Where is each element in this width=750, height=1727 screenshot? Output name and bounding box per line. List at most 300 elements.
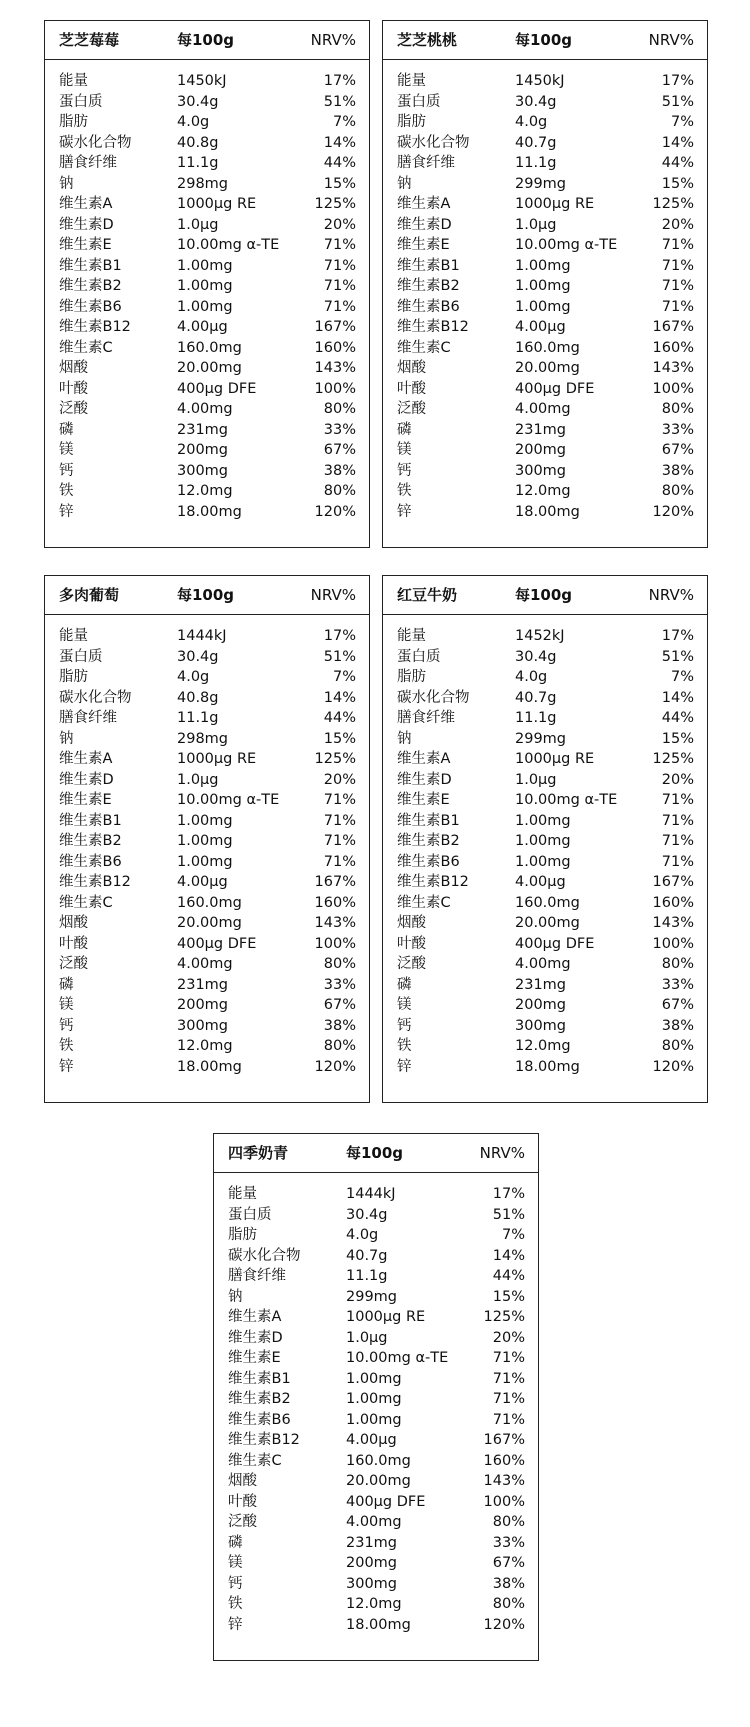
table-row [214, 1266, 538, 1287]
nutrient-nrv: 51% [661, 648, 694, 665]
nrv-label: NRV% [310, 586, 356, 604]
nutrient-nrv: 80% [661, 956, 694, 972]
nutrient-nrv: 167% [652, 874, 694, 890]
nutrient-name: 蛋白质 [397, 93, 441, 110]
nutrient-name: 磷 [228, 1534, 243, 1551]
product-name: 芝芝莓莓 [59, 31, 120, 49]
nutrient-name: 锌 [397, 503, 412, 520]
nutrient-list [45, 626, 369, 1077]
table-row [383, 297, 707, 318]
nutrient-amount: 1.00mg [515, 812, 571, 829]
nutrient-nrv: 33% [323, 421, 356, 438]
nutrient-amount: 200mg [177, 997, 229, 1013]
table-row [383, 954, 707, 975]
nutrient-list [214, 1184, 538, 1635]
nutrient-nrv: 14% [323, 134, 356, 151]
per-100g-label: 每100g [515, 31, 573, 49]
table-header [383, 576, 707, 615]
table-row [214, 1328, 538, 1349]
nutrient-name: 蛋白质 [59, 648, 103, 665]
nutrient-amount: 1.00mg [177, 833, 233, 849]
nutrient-nrv: 71% [323, 278, 356, 294]
nutrient-nrv: 7% [332, 114, 356, 130]
nutrient-nrv: 67% [661, 442, 694, 458]
table-row [214, 1225, 538, 1246]
table-row [45, 626, 369, 647]
table-row [383, 749, 707, 770]
nutrient-amount: 160.0mg [346, 1452, 411, 1469]
nutrient-amount: 1.00mg [177, 257, 233, 274]
nutrient-name: 蛋白质 [228, 1206, 272, 1223]
nutrient-name: 泛酸 [59, 956, 88, 972]
nutrient-amount: 1000μg RE [177, 751, 257, 767]
nutrient-amount: 20.00mg [515, 915, 580, 931]
table-row [45, 92, 369, 113]
table-row [45, 667, 369, 688]
nutrient-amount: 1.00mg [346, 1370, 402, 1387]
nutrient-name: 脂肪 [59, 114, 88, 130]
nutrient-nrv: 71% [661, 257, 694, 274]
nutrient-amount: 1.00mg [177, 278, 233, 294]
nutrient-amount: 1444kJ [177, 628, 227, 644]
nrv-label: NRV% [310, 31, 356, 49]
nutrient-name: 烟酸 [397, 915, 426, 931]
nutrient-nrv: 38% [323, 462, 356, 479]
nutrient-name: 锌 [59, 503, 74, 520]
nutrient-amount: 400μg DFE [515, 380, 595, 397]
nutrient-name: 钙 [228, 1575, 243, 1592]
nutrient-name: 镁 [59, 997, 74, 1013]
nutrient-nrv: 20% [492, 1329, 525, 1346]
nutrient-amount: 20.00mg [177, 915, 242, 931]
nutrient-amount: 4.0g [346, 1227, 379, 1243]
nutrient-name: 泛酸 [397, 956, 426, 972]
nutrient-amount: 4.00mg [177, 956, 233, 972]
table-row [45, 688, 369, 709]
nutrient-nrv: 100% [652, 935, 694, 952]
nutrient-name: 维生素B1 [228, 1370, 291, 1387]
nutrient-name: 磷 [397, 976, 412, 993]
nutrient-nrv: 15% [323, 730, 356, 747]
nutrient-amount: 1.00mg [515, 257, 571, 274]
nutrient-nrv: 14% [661, 134, 694, 151]
nutrient-amount: 40.7g [515, 134, 557, 151]
nutrient-nrv: 80% [323, 401, 356, 417]
nutrient-nrv: 143% [483, 1473, 525, 1489]
nutrient-name: 维生素E [228, 1350, 281, 1366]
nutrient-amount: 231mg [346, 1534, 398, 1551]
table-row [214, 1287, 538, 1308]
nutrient-nrv: 167% [314, 319, 356, 335]
nutrient-name: 维生素B2 [59, 833, 122, 849]
nutrient-amount: 400μg DFE [515, 935, 595, 952]
table-row [214, 1307, 538, 1328]
nutrient-nrv: 20% [323, 216, 356, 233]
nutrient-name: 维生素B1 [59, 257, 122, 274]
nutrient-name: 维生素E [59, 237, 112, 253]
nutrient-amount: 11.1g [177, 710, 219, 726]
table-row [45, 215, 369, 236]
table-row [45, 954, 369, 975]
nutrient-amount: 11.1g [346, 1268, 388, 1284]
table-row [214, 1451, 538, 1472]
nutrient-name: 维生素C [59, 339, 113, 356]
nutrient-name: 锌 [59, 1058, 74, 1075]
nutrient-nrv: 71% [323, 833, 356, 849]
nutrient-amount: 1.00mg [515, 853, 571, 870]
nutrient-amount: 4.00μg [177, 319, 228, 335]
nutrient-name: 碳水化合物 [397, 689, 470, 706]
nutrient-amount: 30.4g [177, 648, 219, 665]
table-row [383, 215, 707, 236]
nutrient-amount: 1.00mg [515, 298, 571, 315]
table-row [45, 811, 369, 832]
nutrient-nrv: 80% [661, 401, 694, 417]
nutrient-nrv: 80% [492, 1596, 525, 1612]
table-row [45, 194, 369, 215]
nutrient-name: 维生素B6 [228, 1411, 291, 1428]
nutrient-amount: 1.00mg [515, 278, 571, 294]
nutrition-table [382, 20, 708, 548]
nutrient-name: 维生素B12 [59, 874, 131, 890]
table-row [383, 481, 707, 502]
nutrient-nrv: 71% [661, 792, 694, 808]
table-row [214, 1553, 538, 1574]
nutrient-amount: 1.0μg [177, 771, 219, 788]
nutrient-nrv: 33% [661, 421, 694, 438]
nutrient-nrv: 120% [652, 1058, 694, 1075]
nutrient-amount: 18.00mg [515, 1058, 580, 1075]
nutrient-name: 维生素A [59, 196, 113, 212]
nutrient-name: 维生素B1 [397, 257, 460, 274]
table-row [45, 133, 369, 154]
nutrition-table [44, 575, 370, 1103]
table-row [383, 256, 707, 277]
nutrient-amount: 1.00mg [515, 833, 571, 849]
nutrient-nrv: 14% [492, 1247, 525, 1264]
nutrient-amount: 30.4g [515, 648, 557, 665]
nutrient-name: 维生素B12 [228, 1432, 300, 1448]
nutrient-amount: 160.0mg [515, 339, 580, 356]
nutrient-name: 泛酸 [397, 401, 426, 417]
nutrient-nrv: 80% [323, 483, 356, 499]
nutrient-amount: 1.0μg [177, 216, 219, 233]
nutrient-amount: 12.0mg [515, 1038, 571, 1054]
nutrient-nrv: 71% [323, 298, 356, 315]
table-row [214, 1389, 538, 1410]
per-100g-label: 每100g [177, 31, 235, 49]
table-row [214, 1615, 538, 1636]
table-row [45, 749, 369, 770]
nutrient-name: 维生素C [59, 894, 113, 911]
table-row [45, 399, 369, 420]
nutrient-name: 能量 [59, 628, 88, 644]
table-row [214, 1512, 538, 1533]
table-row [383, 440, 707, 461]
nutrient-name: 维生素B1 [59, 812, 122, 829]
nutrient-nrv: 71% [492, 1411, 525, 1428]
nutrient-name: 维生素D [59, 771, 114, 788]
nrv-label: NRV% [648, 31, 694, 49]
table-row [383, 502, 707, 523]
nutrient-amount: 30.4g [177, 93, 219, 110]
table-row [45, 995, 369, 1016]
nutrient-amount: 200mg [177, 442, 229, 458]
table-row [214, 1594, 538, 1615]
nutrient-amount: 299mg [515, 175, 567, 192]
table-row [45, 852, 369, 873]
nutrient-nrv: 51% [661, 93, 694, 110]
nutrient-name: 铁 [228, 1596, 243, 1612]
nutrient-amount: 4.00μg [177, 874, 228, 890]
nutrient-name: 维生素B2 [397, 833, 460, 849]
nutrient-nrv: 100% [483, 1493, 525, 1510]
table-row [383, 153, 707, 174]
table-row [45, 153, 369, 174]
nutrient-name: 钠 [397, 730, 412, 747]
table-row [214, 1430, 538, 1451]
nutrient-amount: 1.0μg [346, 1329, 388, 1346]
table-row [45, 461, 369, 482]
nutrient-name: 维生素B2 [397, 278, 460, 294]
table-row [383, 338, 707, 359]
nutrient-nrv: 38% [661, 462, 694, 479]
nutrient-amount: 18.00mg [346, 1616, 411, 1633]
nutrient-name: 钙 [59, 1017, 74, 1034]
table-row [383, 1016, 707, 1037]
nutrient-amount: 298mg [177, 175, 229, 192]
nutrient-nrv: 120% [652, 503, 694, 520]
nutrition-table [213, 1133, 539, 1661]
nutrient-nrv: 15% [492, 1288, 525, 1305]
nutrient-nrv: 17% [492, 1186, 525, 1202]
nutrient-nrv: 17% [661, 628, 694, 644]
table-row [383, 688, 707, 709]
nutrient-nrv: 17% [661, 73, 694, 89]
table-row [383, 995, 707, 1016]
nutrient-amount: 1.00mg [177, 853, 233, 870]
nutrient-name: 能量 [59, 73, 88, 89]
nutrient-name: 磷 [397, 421, 412, 438]
nutrient-amount: 1450kJ [177, 73, 227, 89]
nutrient-nrv: 71% [323, 792, 356, 808]
nutrient-nrv: 125% [314, 196, 356, 212]
table-row [214, 1184, 538, 1205]
table-row [45, 338, 369, 359]
table-row [45, 112, 369, 133]
nutrient-amount: 300mg [177, 1017, 229, 1034]
table-row [45, 1036, 369, 1057]
nutrient-name: 镁 [397, 997, 412, 1013]
nutrient-amount: 4.0g [177, 669, 210, 685]
nutrient-amount: 40.8g [177, 689, 219, 706]
table-row [383, 235, 707, 256]
nutrient-nrv: 80% [661, 483, 694, 499]
table-row [45, 831, 369, 852]
nutrient-nrv: 44% [323, 155, 356, 171]
nutrient-nrv: 51% [323, 93, 356, 110]
nutrient-amount: 10.00mg α-TE [515, 792, 618, 808]
nutrient-nrv: 160% [314, 894, 356, 911]
nutrient-amount: 231mg [515, 421, 567, 438]
per-100g-label: 每100g [177, 586, 235, 604]
table-row [383, 872, 707, 893]
nutrient-name: 钠 [228, 1288, 243, 1305]
table-row [45, 893, 369, 914]
nutrition-table [382, 575, 708, 1103]
nutrient-name: 碳水化合物 [59, 689, 132, 706]
nutrient-amount: 11.1g [515, 710, 557, 726]
table-header [383, 21, 707, 60]
nutrient-amount: 11.1g [515, 155, 557, 171]
table-row [383, 893, 707, 914]
nutrient-amount: 300mg [515, 462, 567, 479]
nutrient-name: 维生素E [397, 237, 450, 253]
nutrient-amount: 4.0g [177, 114, 210, 130]
nutrient-name: 维生素D [59, 216, 114, 233]
per-100g-label: 每100g [515, 586, 573, 604]
nutrient-amount: 231mg [177, 976, 229, 993]
nutrient-name: 烟酸 [59, 360, 88, 376]
table-row [383, 913, 707, 934]
nutrient-name: 维生素B2 [59, 278, 122, 294]
nutrient-nrv: 71% [661, 237, 694, 253]
nutrient-name: 叶酸 [59, 935, 88, 952]
nutrient-amount: 1.0μg [515, 216, 557, 233]
nutrient-name: 锌 [397, 1058, 412, 1075]
nutrient-nrv: 71% [661, 833, 694, 849]
nutrient-nrv: 167% [314, 874, 356, 890]
nutrient-amount: 30.4g [515, 93, 557, 110]
nutrient-amount: 200mg [515, 442, 567, 458]
table-row [45, 729, 369, 750]
table-row [214, 1369, 538, 1390]
table-row [45, 481, 369, 502]
nutrient-nrv: 143% [314, 915, 356, 931]
nutrient-amount: 4.00mg [515, 401, 571, 417]
nutrient-name: 维生素C [228, 1452, 282, 1469]
table-row [383, 194, 707, 215]
nutrient-nrv: 44% [492, 1268, 525, 1284]
nutrient-amount: 300mg [346, 1575, 398, 1592]
table-row [45, 975, 369, 996]
nutrient-nrv: 20% [323, 771, 356, 788]
nutrient-amount: 10.00mg α-TE [177, 237, 280, 253]
table-row [383, 71, 707, 92]
table-row [383, 647, 707, 668]
nutrient-name: 叶酸 [397, 935, 426, 952]
product-name: 多肉葡萄 [59, 586, 120, 604]
nutrient-amount: 1000μg RE [346, 1309, 426, 1325]
nutrient-nrv: 167% [652, 319, 694, 335]
nutrient-nrv: 100% [314, 935, 356, 952]
nutrient-amount: 400μg DFE [177, 935, 257, 952]
table-row [383, 770, 707, 791]
table-row [383, 317, 707, 338]
nutrient-name: 维生素B6 [59, 298, 122, 315]
nutrient-nrv: 67% [661, 997, 694, 1013]
nutrient-amount: 10.00mg α-TE [515, 237, 618, 253]
nutrient-nrv: 67% [323, 442, 356, 458]
nutrient-nrv: 7% [332, 669, 356, 685]
nutrient-name: 叶酸 [228, 1493, 257, 1510]
nutrient-name: 维生素B12 [397, 319, 469, 335]
nutrient-name: 蛋白质 [397, 648, 441, 665]
table-row [383, 708, 707, 729]
nutrient-nrv: 20% [661, 771, 694, 788]
nutrient-nrv: 7% [670, 114, 694, 130]
nutrient-nrv: 71% [323, 257, 356, 274]
nutrient-name: 维生素E [59, 792, 112, 808]
nutrient-name: 能量 [397, 628, 426, 644]
nutrient-name: 烟酸 [397, 360, 426, 376]
nutrient-name: 脂肪 [397, 669, 426, 685]
nutrient-nrv: 15% [323, 175, 356, 192]
table-row [214, 1348, 538, 1369]
table-row [383, 1057, 707, 1078]
nutrient-nrv: 7% [670, 669, 694, 685]
nutrient-name: 维生素A [397, 196, 451, 212]
table-row [383, 174, 707, 195]
table-row [45, 420, 369, 441]
nutrient-nrv: 100% [652, 380, 694, 397]
table-row [45, 174, 369, 195]
table-row [383, 831, 707, 852]
nutrient-name: 磷 [59, 976, 74, 993]
nutrient-name: 铁 [397, 483, 412, 499]
nutrient-name: 钙 [397, 462, 412, 479]
nutrient-nrv: 80% [323, 1038, 356, 1054]
table-row [383, 667, 707, 688]
nutrient-nrv: 38% [661, 1017, 694, 1034]
nutrient-amount: 1.00mg [177, 298, 233, 315]
nutrient-nrv: 33% [323, 976, 356, 993]
table-row [214, 1492, 538, 1513]
nutrient-nrv: 20% [661, 216, 694, 233]
nutrient-name: 维生素B12 [397, 874, 469, 890]
nutrient-amount: 4.0g [515, 669, 548, 685]
nutrient-amount: 12.0mg [515, 483, 571, 499]
nutrient-amount: 12.0mg [177, 1038, 233, 1054]
nutrient-name: 铁 [59, 483, 74, 499]
nutrient-amount: 299mg [346, 1288, 398, 1305]
table-row [383, 379, 707, 400]
nutrient-amount: 400μg DFE [177, 380, 257, 397]
nrv-label: NRV% [479, 1144, 525, 1162]
table-row [45, 790, 369, 811]
nutrient-nrv: 51% [492, 1206, 525, 1223]
nutrient-nrv: 71% [661, 812, 694, 829]
nutrient-nrv: 14% [661, 689, 694, 706]
nutrient-amount: 1444kJ [346, 1186, 396, 1202]
table-header [45, 576, 369, 615]
nutrient-name: 膳食纤维 [59, 155, 117, 171]
nutrient-name: 烟酸 [59, 915, 88, 931]
table-header [214, 1134, 538, 1173]
table-row [383, 790, 707, 811]
nutrient-amount: 231mg [515, 976, 567, 993]
table-row [45, 358, 369, 379]
nutrient-name: 维生素E [397, 792, 450, 808]
nutrient-amount: 160.0mg [515, 894, 580, 911]
nutrient-name: 叶酸 [397, 380, 426, 397]
nutrient-amount: 12.0mg [346, 1596, 402, 1612]
nutrient-amount: 160.0mg [177, 339, 242, 356]
nutrient-name: 能量 [397, 73, 426, 89]
nutrient-name: 维生素B6 [397, 298, 460, 315]
nutrient-name: 钠 [59, 175, 74, 192]
nutrient-name: 膳食纤维 [397, 155, 455, 171]
